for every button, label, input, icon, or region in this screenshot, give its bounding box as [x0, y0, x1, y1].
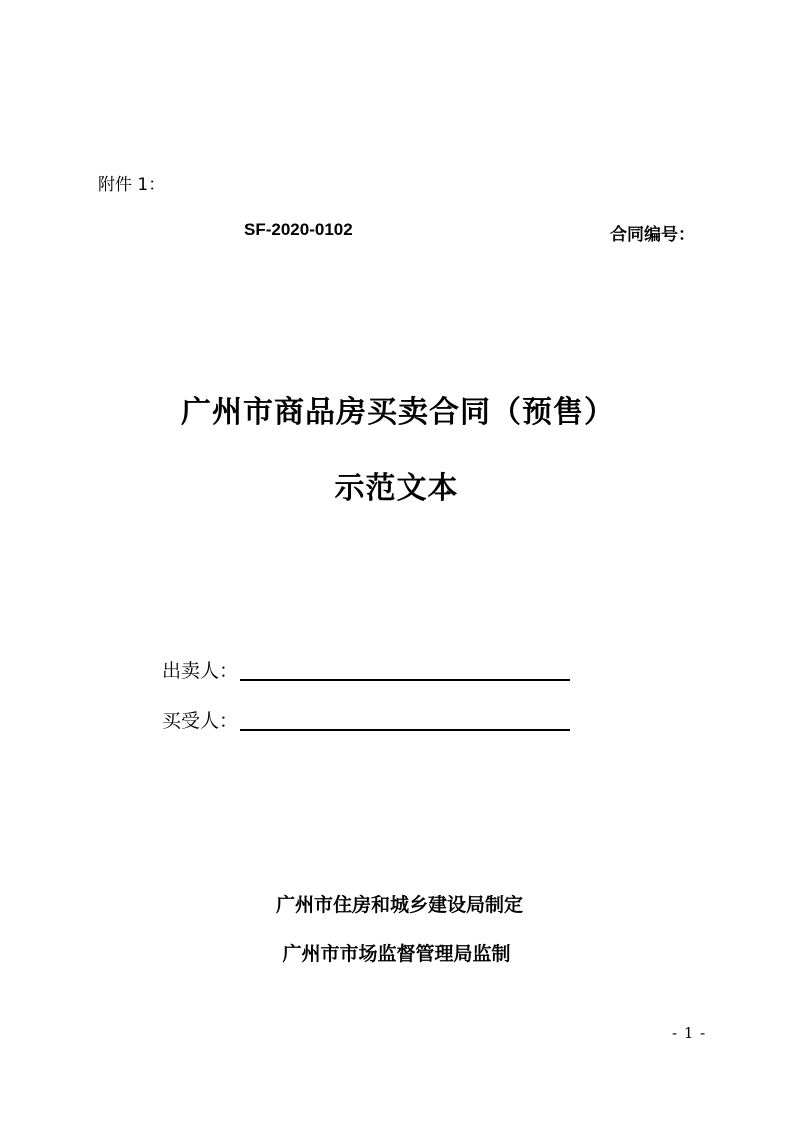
buyer-field: [162, 708, 570, 734]
supervising-authority: 广州市市场监督管理局监制: [282, 943, 511, 965]
contract-number-label: 合同编号：: [610, 225, 695, 245]
seller-field: [162, 658, 570, 684]
document-code: SF-2020-0102: [244, 220, 353, 239]
attachment-label: 附件 1：: [98, 175, 166, 195]
document-subtitle: 示范文本: [334, 471, 459, 506]
document-title: 广州市商品房买卖合同（预售）: [181, 395, 615, 430]
seller-blank-line: [240, 679, 570, 681]
issuing-authority: 广州市住房和城乡建设局制定: [275, 894, 523, 916]
buyer-label: 买受人：: [162, 710, 239, 732]
page-number: - 1 -: [672, 1024, 707, 1042]
buyer-blank-line: [240, 729, 570, 731]
seller-label: 出卖人：: [162, 660, 239, 682]
